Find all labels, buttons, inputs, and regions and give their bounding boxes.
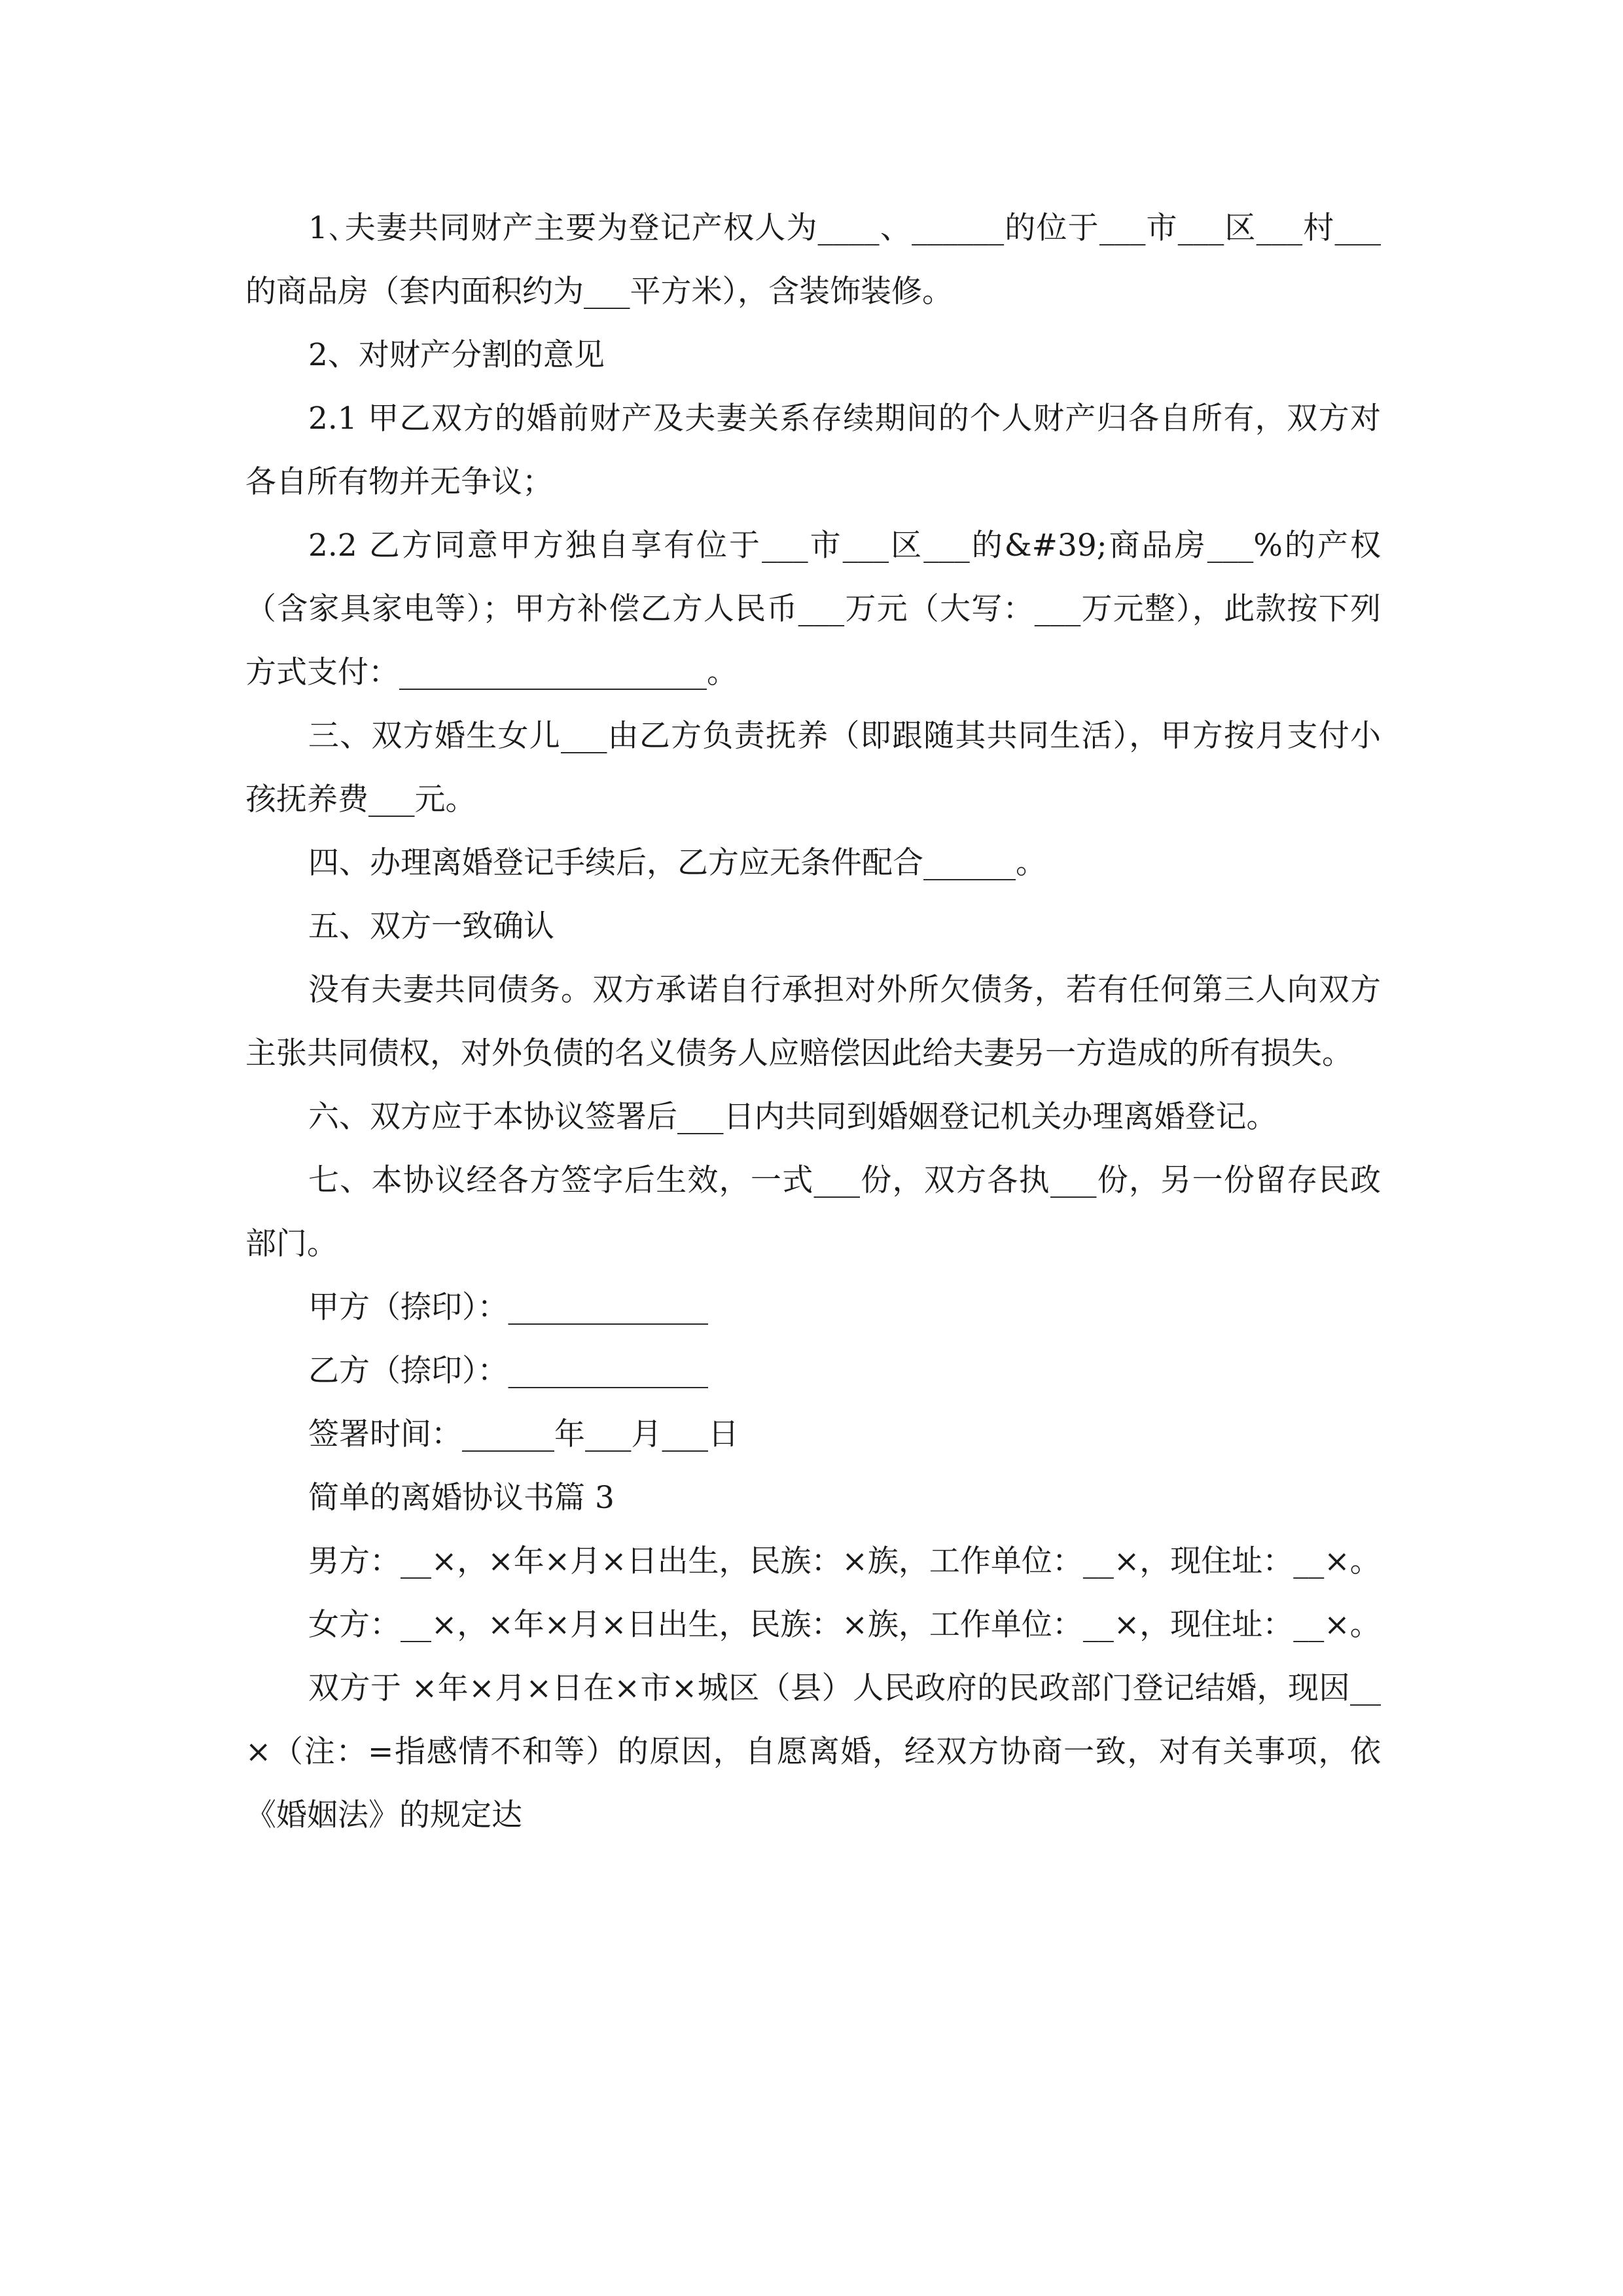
paragraph-male-party: 男方：__×，×年×月×日出生，民族：×族，工作单位：__×，现住址：__×。 [308,1543,1381,1579]
signature-party-a: 甲方（捺印）：_____________ [308,1289,708,1325]
document-body [245,196,1381,1847]
paragraph-joint-property: 1､夫妻共同财产主要为登记产权人为____、______的位于___市___区___村___的商品房（套内面积约为___平方米），含装饰装修。 [245,210,1381,310]
paragraph-premarital-property: 2.1 甲乙双方的婚前财产及夫妻关系存续期间的个人财产归各自所有，双方对各自所有物并无争议； [245,401,1381,500]
signature-date: 签署时间：______年___月___日 [308,1416,739,1452]
paragraph-child-custody: 三、双方婚生女儿___由乙方负责抚养（即跟随其共同生活），甲方按月支付小孩抚养费___元。 [245,718,1381,817]
paragraph-divorce-procedure: 四、办理离婚登记手续后，乙方应无条件配合______。 [308,845,1046,881]
paragraph-female-party: 女方：__×，×年×月×日出生，民族：×族，工作单位：__×，现住址：__×。 [308,1607,1381,1643]
paragraph-marriage-registration: 双方于 ×年×月×日在×市×城区（县）人民政府的民政部门登记结婚，现因__×（注：=指感情不和等）的原因，自愿离婚，经双方协商一致，对有关事项，依《婚姻法》的规定达 [245,1670,1381,1833]
paragraph-debts: 没有夫妻共同债务。双方承诺自行承担对外所欠债务，若有任何第三人向双方主张共同债权，对外负债的名义债务人应赔偿因此给夫妻另一方造成的所有损失。 [245,972,1381,1071]
section-title: 简单的离婚协议书篇 3 [308,1480,615,1516]
paragraph-mutual-confirmation: 五、双方一致确认 [308,908,554,944]
paragraph-property-division-heading: 2、对财产分割的意见 [308,337,605,373]
paragraph-house-ownership: 2.2 乙方同意甲方独自享有位于___市___区___的&#39;商品房___%的产权（含家具家电等）；甲方补偿乙方人民币___万元（大写：___万元整），此款按下列方式支付：____________________。 [245,528,1381,691]
paragraph-effectiveness: 七、本协议经各方签字后生效，一式___份，双方各执___份，另一份留存民政部门。 [245,1162,1381,1262]
signature-party-b: 乙方（捺印）：_____________ [308,1353,708,1389]
paragraph-registration-deadline: 六、双方应于本协议签署后___日内共同到婚姻登记机关办理离婚登记。 [308,1099,1277,1135]
